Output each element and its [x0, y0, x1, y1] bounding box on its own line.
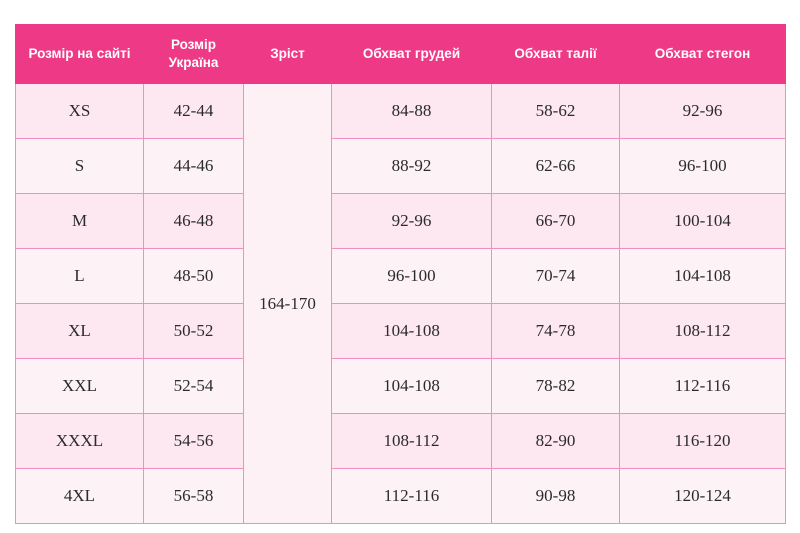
cell-chest: 112-116: [332, 469, 492, 524]
cell-chest: 92-96: [332, 194, 492, 249]
cell-waist: 74-78: [492, 304, 620, 359]
cell-ua-size: 52-54: [144, 359, 244, 414]
column-header-chest: Обхват грудей: [332, 25, 492, 84]
cell-waist: 66-70: [492, 194, 620, 249]
table-header-row: [16, 25, 786, 84]
size-chart-table: [15, 24, 786, 524]
table-header: [16, 25, 786, 84]
cell-hips: 116-120: [620, 414, 786, 469]
cell-ua-size: 50-52: [144, 304, 244, 359]
cell-site-size: M: [16, 194, 144, 249]
cell-hips: 108-112: [620, 304, 786, 359]
table-row: [16, 249, 786, 304]
cell-hips: 104-108: [620, 249, 786, 304]
table-row: [16, 469, 786, 524]
cell-ua-size: 44-46: [144, 139, 244, 194]
table-body: [16, 84, 786, 524]
cell-waist: 78-82: [492, 359, 620, 414]
table-row: [16, 414, 786, 469]
cell-waist: 82-90: [492, 414, 620, 469]
size-chart-container: [15, 24, 785, 524]
cell-ua-size: 54-56: [144, 414, 244, 469]
column-header-height: Зріст: [244, 25, 332, 84]
cell-chest: 96-100: [332, 249, 492, 304]
cell-waist: 62-66: [492, 139, 620, 194]
cell-waist: 70-74: [492, 249, 620, 304]
cell-site-size: 4XL: [16, 469, 144, 524]
column-header-ua-size: Розмір Україна: [144, 25, 244, 84]
cell-height: 164-170: [244, 84, 332, 524]
cell-site-size: XXXL: [16, 414, 144, 469]
cell-hips: 92-96: [620, 84, 786, 139]
table-row: [16, 194, 786, 249]
table-row: [16, 359, 786, 414]
cell-chest: 88-92: [332, 139, 492, 194]
cell-site-size: XS: [16, 84, 144, 139]
cell-hips: 120-124: [620, 469, 786, 524]
cell-chest: 108-112: [332, 414, 492, 469]
cell-site-size: L: [16, 249, 144, 304]
column-header-hips: Обхват стегон: [620, 25, 786, 84]
cell-waist: 58-62: [492, 84, 620, 139]
cell-ua-size: 46-48: [144, 194, 244, 249]
column-header-waist: Обхват талії: [492, 25, 620, 84]
cell-hips: 100-104: [620, 194, 786, 249]
cell-chest: 84-88: [332, 84, 492, 139]
cell-ua-size: 42-44: [144, 84, 244, 139]
cell-chest: 104-108: [332, 359, 492, 414]
cell-ua-size: 56-58: [144, 469, 244, 524]
table-row: [16, 84, 786, 139]
cell-chest: 104-108: [332, 304, 492, 359]
cell-waist: 90-98: [492, 469, 620, 524]
cell-site-size: XL: [16, 304, 144, 359]
table-row: [16, 304, 786, 359]
cell-hips: 96-100: [620, 139, 786, 194]
cell-site-size: S: [16, 139, 144, 194]
cell-ua-size: 48-50: [144, 249, 244, 304]
column-header-site-size: Розмір на сайті: [16, 25, 144, 84]
cell-site-size: XXL: [16, 359, 144, 414]
cell-hips: 112-116: [620, 359, 786, 414]
table-row: [16, 139, 786, 194]
